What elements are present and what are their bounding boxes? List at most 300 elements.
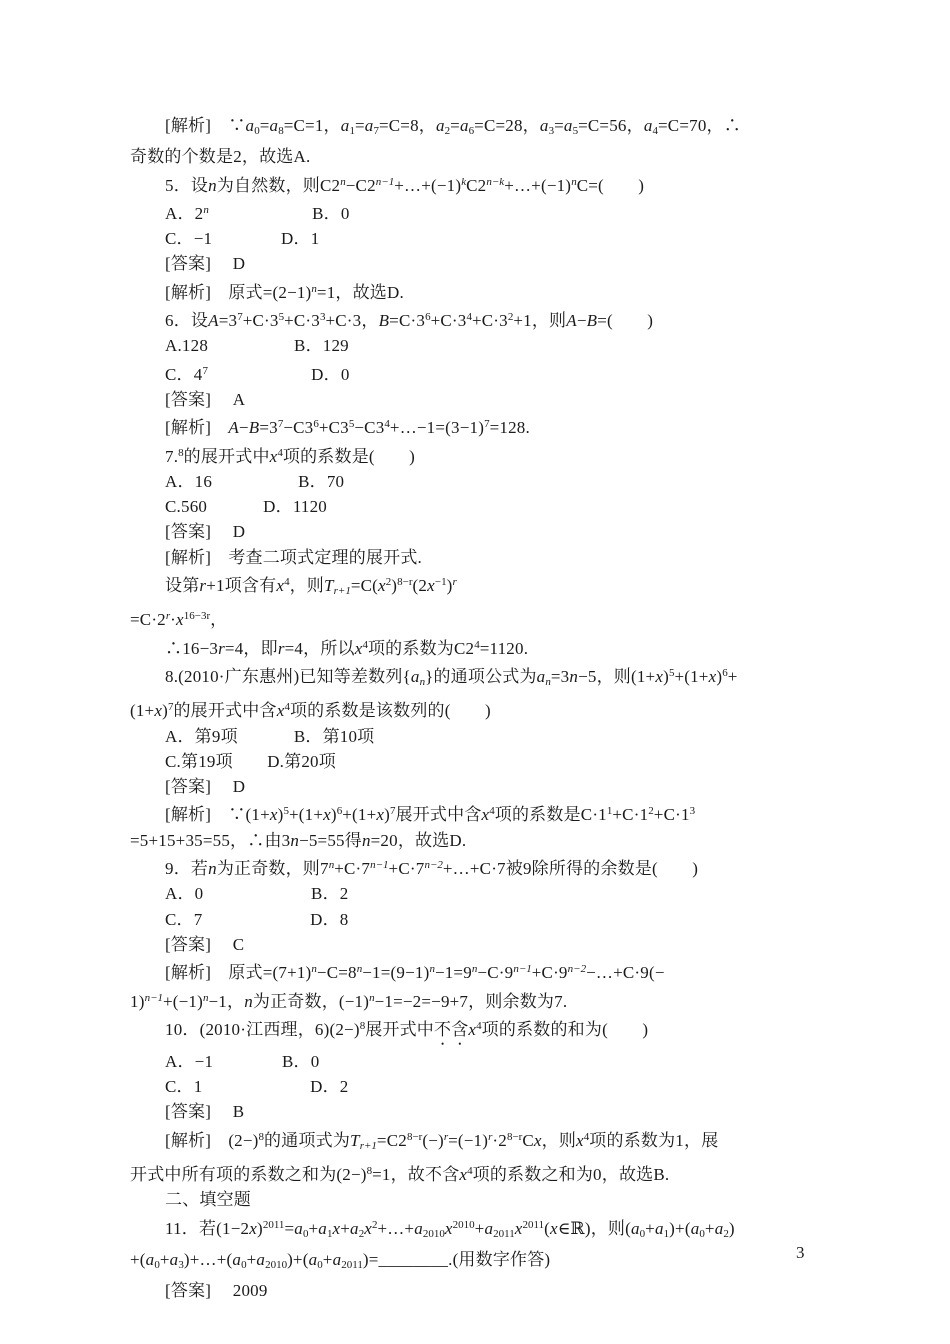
text-segment: 1 [326,1227,333,1240]
text-segment: A．16 B．70 [165,471,345,491]
text-segment: =(−1) [448,1130,489,1150]
document-line [130,198,870,226]
text-segment: n−1 [144,991,163,1004]
text-segment: n−2 [567,963,587,976]
text-segment: n [203,991,209,1004]
text-segment: =C( [350,576,379,596]
text-segment: +C·1 [653,805,690,825]
text-segment: r [488,1130,493,1143]
document-line [130,661,870,695]
text-segment: =1，故选D. [316,282,404,302]
text-segment: = [284,1218,295,1238]
text-segment: 二、填空题 [165,1190,251,1210]
document-line [130,412,870,440]
text-segment: 3 [319,311,326,324]
text-segment: T [323,576,334,596]
text-segment: x [427,576,435,596]
document-line [130,277,870,305]
text-segment: +…+(−1) [394,175,462,195]
text-segment: 1 [349,125,355,137]
text-segment: 8 [359,1019,366,1032]
document-line [130,986,870,1014]
text-segment: n [208,859,217,879]
text-segment: n [311,282,317,295]
document-line [130,305,870,333]
text-segment: +…+(−1) [504,175,572,195]
text-segment: [解析] ∵(1+ [165,805,270,825]
text-segment: (−) [422,1130,444,1150]
text-segment: a [630,1218,640,1238]
text-segment: =5+15+35=55，∴由3 [130,830,291,850]
text-segment: =3 [259,418,278,438]
text-segment: a [643,116,653,135]
document-line [130,113,870,144]
text-segment: 7 [373,125,379,137]
text-segment: 5 [283,805,289,818]
text-segment: [答案] 2009 [165,1281,268,1301]
text-segment: 项的系数之和为0，故选B. [472,1164,670,1184]
text-segment: = [259,116,270,135]
text-segment: x [708,666,717,686]
text-segment: a [232,1249,242,1269]
text-segment: = [554,116,564,135]
document-line [130,469,870,494]
text-segment: r [277,638,285,658]
text-segment: ) [330,805,337,825]
text-segment: )+( [287,1249,309,1269]
text-segment: 为正奇数，则7 [216,859,329,879]
text-segment: 8−r [397,576,413,589]
text-segment: a [318,1218,327,1238]
text-segment: ( [544,1218,550,1238]
text-segment: A．−1 B．0 [165,1051,320,1071]
text-segment: r [165,610,171,623]
document-line [130,1125,870,1159]
text-segment: ) [391,576,398,596]
text-segment: ，则 [541,1130,577,1150]
text-segment: ) [162,701,168,721]
text-segment: 5 [572,125,579,137]
text-segment: 1 [663,1227,670,1240]
text-segment: +1，则 [513,311,567,331]
document-line [130,957,870,985]
text-segment: 7 [202,364,208,377]
text-segment: 8 [278,125,284,137]
text-segment: )+…+( [183,1249,233,1269]
text-segment: 0 [254,125,260,137]
text-segment: n [361,830,371,850]
text-segment: 4 [489,805,495,818]
text-segment: C．−1 D．1 [165,229,320,249]
text-segment: 1) [130,991,145,1011]
text-segment: 1 [606,805,613,818]
text-segment: x [364,1218,372,1238]
text-segment: n [471,963,478,976]
text-segment: B [378,311,390,331]
text-segment: n [369,991,375,1004]
text-segment: a [539,116,549,135]
text-segment: =C=70，∴ [658,116,741,135]
text-segment: x [176,610,184,630]
text-segment: a [414,1218,423,1238]
text-segment: 0 [302,1227,309,1240]
text-segment: 展开式中 [365,1019,435,1039]
text-segment: x [269,446,278,466]
text-segment: x [459,1164,468,1184]
text-segment: =C=1， [283,116,341,135]
document-line [130,144,870,169]
text-segment: −1， [208,991,245,1011]
text-segment: =C·3 [389,311,426,331]
text-segment: 为自然数，则C2 [216,175,341,195]
text-segment: 4 [384,418,390,431]
text-segment: T [350,1130,360,1150]
text-segment: n [569,666,579,686]
text-segment: 开式中所有项的系数之和为(2−) [130,1164,367,1184]
text-segment: + [474,1218,485,1238]
document-line [130,359,870,387]
text-segment: 4 [583,1130,590,1143]
text-segment: ，则 [289,576,324,596]
text-segment: a [563,116,573,135]
document-line [130,799,870,827]
text-segment: −1=(9−1) [362,963,430,983]
text-segment: 2011 [493,1227,515,1240]
text-segment: + [322,1249,333,1269]
text-segment: r+1 [333,585,351,598]
text-segment: )=________.(用数字作答) [362,1249,551,1269]
text-segment: 4 [277,446,283,459]
text-segment: x [468,1019,477,1039]
document-line [130,1074,870,1099]
text-segment: 6．设 [165,311,209,331]
text-segment: n−2 [424,859,443,872]
document-line [130,633,870,661]
text-segment: 5 [668,666,675,679]
text-segment: 3 [548,125,555,137]
text-segment: x [533,1130,542,1150]
text-segment: x [378,576,386,596]
text-segment: n−1 [375,175,395,188]
text-segment: a [484,1218,494,1238]
text-segment: r+1 [359,1139,377,1152]
text-segment: a [714,1218,724,1238]
document-line [130,1014,870,1049]
text-segment: 5 [278,311,285,324]
text-segment: n [290,830,300,850]
text-segment: (1+ [130,701,155,721]
document-content [130,113,870,1303]
text-segment: x [154,701,163,721]
document-line [130,387,870,412]
document-line [130,170,870,198]
text-segment: ∴16−3 [165,638,219,658]
text-segment: 2010 [265,1258,288,1271]
text-segment: B [248,418,260,438]
text-segment: =C=28， [474,116,540,135]
text-segment: n [419,675,426,688]
text-segment: [解析] 原式=(7+1) [165,963,312,983]
text-segment: 6 [468,125,475,137]
text-segment: 8 [366,1164,373,1177]
text-segment: −5，则(1+ [578,666,656,686]
text-segment: 设第 [165,576,200,596]
text-segment: x [276,701,285,721]
document-line [130,695,870,723]
text-segment: A．2 [165,203,204,223]
text-segment: a [690,1218,700,1238]
text-segment: A [208,311,219,331]
document-line [130,604,870,632]
text-segment: + [704,1218,715,1238]
text-segment: n [545,675,551,688]
text-segment: 6 [336,805,343,818]
text-segment: ) [446,576,453,596]
text-segment: a [459,116,469,135]
document-line [130,494,870,519]
text-segment: A．0 B．2 [165,884,349,904]
text-segment: 项的系数为C2 [367,638,475,658]
document-line [130,1278,870,1303]
text-segment: n [244,991,253,1011]
text-segment: x [481,805,490,825]
document-line [130,570,870,604]
page-number: 3 [796,1243,805,1262]
text-segment: n [203,203,209,216]
text-segment: 0 [699,1227,705,1240]
text-segment: =C2 [376,1130,407,1150]
text-segment: =4，所以 [284,638,355,658]
text-segment: [解析] 原式=(2−1) [165,282,312,302]
text-segment: 项的系数的和为( ) [481,1019,649,1039]
text-segment: −C2 [345,175,376,195]
document-line [130,545,870,570]
text-segment: B [586,311,598,331]
text-segment: 4 [476,1019,482,1032]
text-segment: − [576,311,587,331]
text-segment: n−k [486,175,505,188]
text-segment: +C·7 [334,859,371,879]
text-segment: 的通项式为 [264,1130,351,1150]
text-segment: 的展开式中含 [173,701,277,721]
text-segment: D．0 [207,364,350,384]
text-segment: }的通项公式为 [425,666,537,686]
text-segment: B．0 [208,203,350,223]
text-segment: 6 [722,666,728,679]
text-segment: −C·9 [477,963,514,983]
text-segment: 的展开式中 [183,446,270,466]
text-segment: x [249,1218,257,1238]
document-line [130,1187,870,1212]
text-segment: +C·3， [325,311,379,331]
text-segment: [答案] D [165,254,246,274]
text-segment: −C3 [283,418,314,438]
text-segment: +(1+ [674,666,709,686]
text-segment: =( ) [597,311,654,331]
text-segment: n−1 [513,963,532,976]
document-line [130,1213,870,1247]
text-segment: r [443,1130,449,1143]
text-segment: =3 [218,311,238,331]
text-segment: 7 [167,701,174,714]
text-segment: +C·3 [284,311,320,331]
text-segment: 4 [467,1164,473,1177]
text-segment: + [340,1218,350,1238]
text-segment: 2 [723,1227,729,1240]
text-segment: C.第19项 D.第20项 [165,751,336,771]
text-segment: =128. [489,418,530,438]
text-segment: +…−1=(3−1) [389,418,485,438]
text-segment: C [522,1130,534,1150]
text-segment: [答案] D [165,522,246,542]
text-segment: 8.(2010·广东惠州)已知等差数列{ [165,666,411,686]
text-segment: 项的系数为1，展 [589,1130,719,1150]
text-segment: [答案] B [165,1102,245,1122]
text-segment: r [218,638,225,658]
text-segment: 0 [241,1258,247,1271]
text-segment: a [349,1218,359,1238]
text-segment: 16−3r [183,610,211,623]
text-segment: 2 [648,805,654,818]
text-segment: 2010 [452,1218,475,1231]
text-segment: x [549,1218,558,1238]
text-segment: =C·2 [130,610,166,630]
text-segment: + [308,1218,319,1238]
document-line [130,774,870,799]
text-segment: 项的系数是( ) [282,446,416,466]
text-segment: 2 [371,1218,378,1231]
text-segment: =C=8， [378,116,436,135]
text-segment: r [452,576,457,589]
text-segment: ·2 [492,1130,507,1150]
text-segment: 8−r [506,1130,523,1143]
text-segment: ) [277,805,284,825]
text-segment: +…+ [377,1218,415,1238]
emphasis-dots-text: 不含 [434,1019,469,1039]
text-segment: +C3 [318,418,349,438]
text-segment: n [356,963,363,976]
text-segment: 5．设 [165,175,209,195]
text-segment: =20，故选D. [370,830,467,850]
text-segment: 展开式中含 [395,805,482,825]
text-segment: a [410,666,420,686]
document-line [130,1099,870,1124]
text-segment: x [323,805,331,825]
text-segment: 4 [362,638,368,651]
text-segment: C=( ) [576,175,645,195]
document-line [130,441,870,469]
text-segment: a [308,1249,318,1269]
text-segment: 6 [425,311,431,324]
document-line [130,907,870,932]
text-segment: · [170,610,177,630]
text-segment: a [245,116,255,135]
text-segment: k [461,175,467,188]
text-segment: ∈ℝ)，则( [557,1218,631,1238]
text-segment: A [228,418,239,438]
document-line [130,828,870,853]
text-segment: (2 [412,576,428,596]
text-segment: a [435,116,445,135]
text-segment: −1=9 [434,963,472,983]
text-segment: n [311,963,317,976]
text-segment: 7 [277,418,284,431]
text-segment: C．1 D．2 [165,1077,349,1097]
text-segment: 9．若 [165,859,209,879]
text-segment: 为正奇数，(−1) [252,991,370,1011]
document-line [130,251,870,276]
text-segment: +(−1) [163,991,203,1011]
text-segment: C.560 D．1120 [165,497,327,517]
text-segment: [答案] D [165,777,246,797]
text-segment: 8−r [406,1130,423,1143]
text-segment: a [269,116,279,135]
text-segment: −C=8 [316,963,357,983]
text-segment: +(1+ [342,805,377,825]
text-segment: 2010 [422,1227,445,1240]
text-segment: 3 [689,805,696,818]
text-segment: n [571,175,577,188]
text-segment: ， [210,610,228,630]
text-segment: 4 [284,576,290,589]
document-line [130,1049,870,1074]
text-segment: x [514,1218,523,1238]
document-line [130,333,870,358]
text-segment: −C3 [354,418,385,438]
text-segment: + [159,1249,170,1269]
document-line [130,881,870,906]
text-segment: n [340,175,346,188]
text-segment: [答案] A [165,389,246,409]
text-segment: 7 [484,418,490,431]
text-segment: 8 [258,1130,265,1143]
text-segment: =4，即 [224,638,278,658]
text-segment: a [364,116,374,135]
text-segment: A.128 B．129 [165,336,349,356]
text-segment: 0 [639,1227,646,1240]
text-segment: 7 [390,805,396,818]
text-segment: a [145,1249,155,1269]
text-segment: x [332,1218,341,1238]
text-segment: [解析] [165,418,229,438]
text-segment: 奇数的个数是2，故选A. [130,147,311,167]
text-segment: [解析] 考查二项式定理的展开式. [165,547,422,567]
text-segment: a [536,666,546,686]
text-segment: 2 [385,576,392,589]
text-segment: 10．(2010·江西理，6)(2−) [165,1019,360,1039]
text-segment: ) [384,805,391,825]
text-segment: C2 [466,175,487,195]
text-segment: 2011 [262,1218,285,1231]
text-segment: +( [130,1249,146,1269]
text-segment: 2011 [522,1218,545,1231]
text-segment: x [444,1218,453,1238]
text-segment: 11．若(1−2 [165,1218,250,1238]
text-segment: 4 [284,701,290,714]
text-segment: C．4 [165,364,203,384]
text-segment: +C·1 [612,805,649,825]
text-segment: − [238,418,249,438]
document-line [130,519,870,544]
text-segment: −1 [434,576,447,589]
text-segment: [解析] (2−) [165,1130,259,1150]
text-segment: + [246,1249,257,1269]
text-segment: +C·7 [388,859,425,879]
document-line [130,1247,870,1278]
text-segment: 4 [474,638,480,651]
text-segment: 6 [313,418,319,431]
text-segment: x [376,805,385,825]
